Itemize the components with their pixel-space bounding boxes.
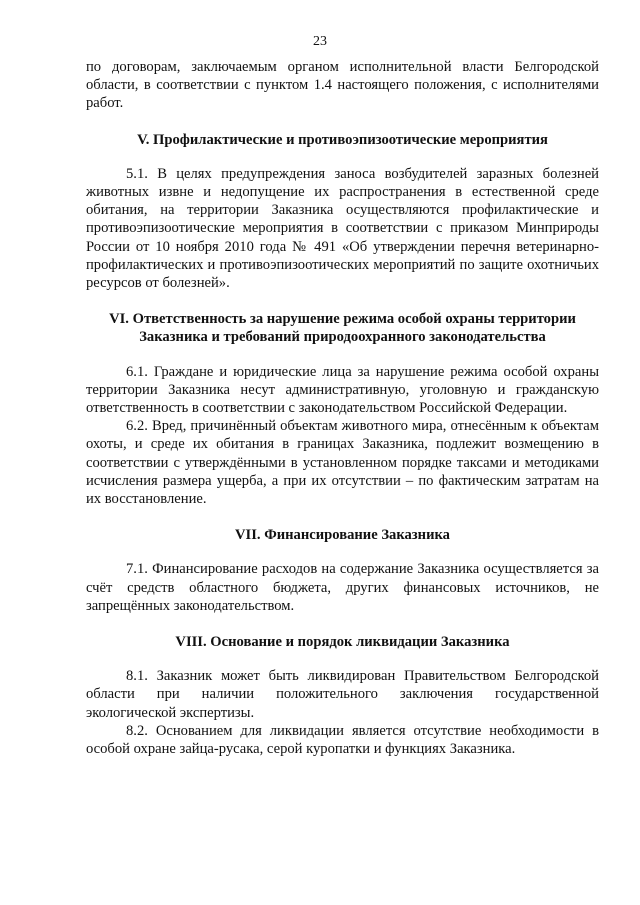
paragraph-6-1: 6.1. Граждане и юридические лица за нарушение режима особой охраны территории Заказника несут административную, уголовную и гражданскую ответственность в соответствии с законодательством Российской Федерации. [86, 363, 599, 417]
paragraph-5-1: 5.1. В целях предупреждения заноса возбудителей заразных болезней животных извне и недопущение их распространения в естественной среде обитания, на территории Заказника осуществляются профилактические и противоэпизоотические мероприятия в соответствии с приказом Минприроды России от 10 ноября 2010 года № 491 «Об утверждении перечня ветеринарно-профилактических и противоэпизоотических мероприятий по защите охотничьих ресурсов от болезней». [86, 165, 599, 292]
section-heading-viii: VIII. Основание и порядок ликвидации Заказника [175, 634, 510, 651]
paragraph-6-2: 6.2. Вред, причинённый объектам животного мира, отнесённым к объектам охоты, и среде их обитания в границах Заказника, подлежит возмещению в соответствии с утверждёнными в установленном порядке таксами и методиками исчисления размера ущерба, а при их отсутствии – по фактическим затратам на их восстановление. [86, 418, 599, 508]
paragraph-8-2: 8.2. Основанием для ликвидации является отсутствие необходимости в особой охране зайца-русака, серой куропатки и функциях Заказника. [86, 722, 599, 758]
document-body [86, 58, 599, 758]
section-heading-vii: VII. Финансирование Заказника [235, 527, 450, 544]
paragraph-7-1: 7.1. Финансирование расходов на содержание Заказника осуществляется за счёт средств областного бюджета, других финансовых источников, не запрещённых законодательством. [86, 561, 599, 614]
intro-paragraph: по договорам, заключаемым органом исполнительной власти Белгородской области, в соответствии с пунктом 1.4 настоящего положения, с исполнителями работ. [86, 59, 599, 112]
section-heading-vi: VI. Ответственность за нарушение режима особой охраны территории Заказника и требований природоохранного законодательства [109, 311, 576, 346]
page-number: 23 [313, 34, 327, 49]
section-heading-v: V. Профилактические и противоэпизоотические мероприятия [137, 131, 548, 148]
paragraph-8-1: 8.1. Заказник может быть ликвидирован Правительством Белгородской области при наличии положительного заключения государственной экологической экспертизы. [86, 668, 599, 721]
